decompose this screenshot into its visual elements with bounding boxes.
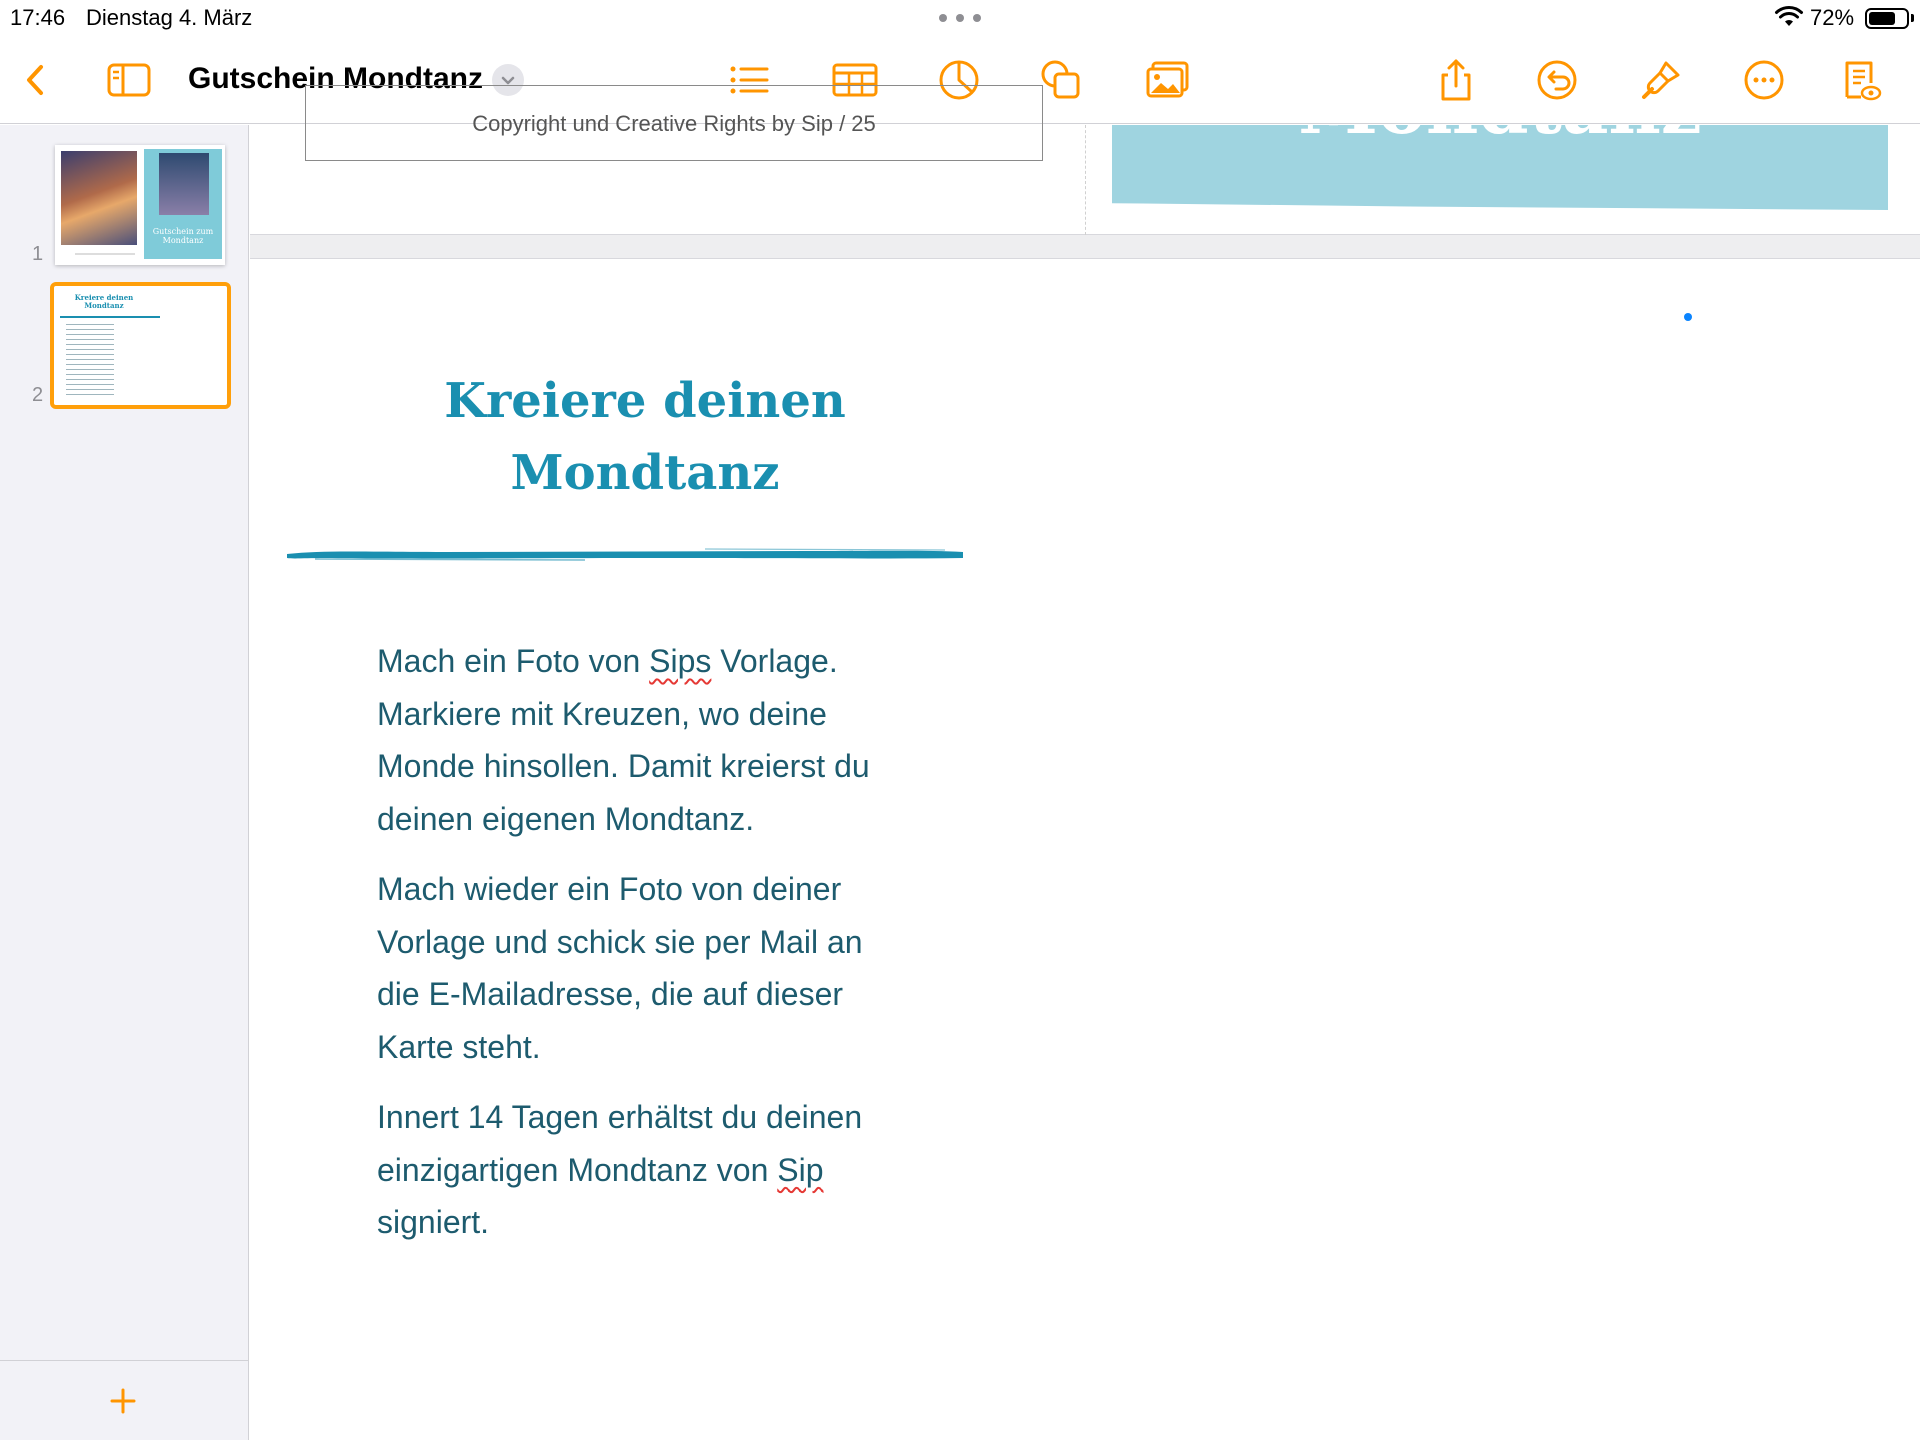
brush-stroke-divider <box>285 546 965 562</box>
sidebar-footer <box>0 1360 249 1440</box>
page-number-1: 1 <box>32 243 44 265</box>
status-time: 17:46 <box>10 5 66 30</box>
thumb-title-1: Gutschein zum Mondtanz <box>152 227 214 245</box>
thumb-photo-right <box>159 153 209 215</box>
sidebar-toggle-button[interactable] <box>105 56 153 104</box>
undo-icon <box>1534 57 1580 103</box>
thumb-brush-line <box>60 316 160 318</box>
format-button[interactable] <box>1637 56 1685 104</box>
p1-before: Mach ein Foto von <box>377 643 650 679</box>
body-text-block[interactable] <box>377 635 897 1267</box>
battery-icon <box>1865 8 1909 29</box>
status-date: Dienstag 4. März <box>86 5 253 30</box>
document-title[interactable]: Gutschein Mondtanz <box>188 62 483 95</box>
insert-shape-button[interactable] <box>1037 56 1085 104</box>
undo-button[interactable] <box>1533 56 1581 104</box>
title-banner[interactable] <box>1112 125 1888 210</box>
media-icon <box>1145 57 1191 103</box>
spellcheck-word-sip[interactable]: Sip <box>777 1151 824 1188</box>
share-button[interactable] <box>1432 56 1480 104</box>
sidebar-icon <box>106 57 152 103</box>
thumb-blue-panel <box>144 149 222 259</box>
insert-media-button[interactable] <box>1144 56 1192 104</box>
battery-nub <box>1911 14 1914 22</box>
document-view-icon <box>1837 57 1883 103</box>
copyright-box[interactable] <box>305 85 1043 161</box>
page-thumbnails-sidebar <box>0 125 249 1440</box>
back-button[interactable] <box>12 56 60 104</box>
page-thumbnail-2-selected[interactable] <box>50 282 231 409</box>
multitasking-dots-icon[interactable] <box>939 14 981 22</box>
battery-level <box>1869 12 1895 25</box>
paragraph-1 <box>377 635 897 845</box>
copyright-text: Copyright und Creative Rights by Sip / 25 <box>472 111 876 136</box>
battery-percent: 72% <box>1810 5 1855 30</box>
status-bar <box>0 0 1920 36</box>
page-column-divider <box>1085 125 1086 235</box>
back-chevron-icon <box>13 57 59 103</box>
p3-before: Innert 14 Tagen erhältst du deinen einzigartigen Mondtanz von <box>377 1099 863 1188</box>
wifi-icon <box>1775 6 1803 28</box>
shape-icon <box>1038 57 1084 103</box>
thumb-photo-left <box>61 151 137 245</box>
page-1-bottom <box>250 111 1920 235</box>
more-icon <box>1741 57 1787 103</box>
p3-after: signiert. <box>377 1204 490 1240</box>
share-icon <box>1433 57 1479 103</box>
page-2[interactable] <box>250 260 1920 1440</box>
p1-after: Vorlage. Markiere mit Kreuzen, wo deine Monde hinsollen. Damit kreierst du deinen eigenen Mondtanz. <box>377 643 870 837</box>
thumb-text-lines <box>66 324 114 396</box>
page-heading[interactable] <box>305 365 985 509</box>
thumb-copyright-line <box>75 253 135 255</box>
page-number-2: 2 <box>32 384 44 406</box>
paragraph-2: Mach wieder ein Foto von deiner Vorlage und schick sie per Mail an die E-Mailadresse, die auf dieser Karte steht. <box>377 871 863 1065</box>
heading-line-1: Kreiere deinen <box>444 373 846 429</box>
add-page-button[interactable] <box>103 1381 143 1421</box>
reading-view-button[interactable] <box>1836 56 1884 104</box>
insertion-cursor <box>1684 313 1692 321</box>
paragraph-3 <box>377 1091 897 1249</box>
document-canvas[interactable] <box>250 111 1920 1440</box>
paintbrush-icon <box>1638 57 1684 103</box>
heading-line-2: Mondtanz <box>510 445 780 501</box>
thumb-title-2: Kreiere deinen Mondtanz <box>74 293 134 310</box>
spellcheck-word-sips[interactable]: Sips <box>649 643 712 679</box>
more-button[interactable] <box>1740 56 1788 104</box>
page-thumbnail-1[interactable] <box>55 145 225 265</box>
page-gap <box>250 235 1920 259</box>
